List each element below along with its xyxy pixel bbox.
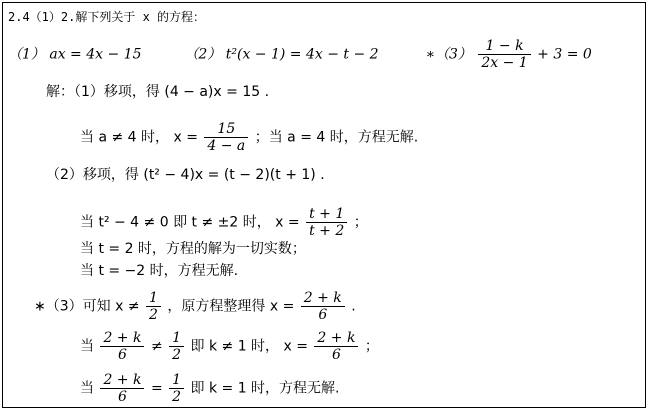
solution-2-case-b <box>80 240 306 258</box>
solution-3-intro-mid: ，原方程整理得 x = <box>167 298 295 315</box>
fraction-denominator: 4 − a <box>207 138 246 154</box>
fraction-numerator: 2 + k <box>314 330 358 347</box>
fraction-numerator: 2 + k <box>100 372 144 389</box>
solution-3-intro-prefix: ∗（3）可知 x ≠ <box>34 298 140 315</box>
solution-3-case-a-suffix: ； <box>364 338 379 355</box>
solution-2-fraction <box>306 206 347 239</box>
solution-3-intro <box>34 290 356 323</box>
problem-1: （1） ax = 4x − 15 <box>8 46 142 63</box>
fraction-numerator: t + 1 <box>306 206 347 223</box>
solution-2-intro-text: （2）移项，得 (t² − 4)x = (t − 2)(t + 1) . <box>46 167 325 183</box>
solution-2-case-a <box>80 206 368 239</box>
solution-3-intro-suffix: . <box>351 298 356 315</box>
solution-1-intro <box>46 83 269 101</box>
solution-1-case-a: 当 a ≠ 4 时， x = <box>80 129 198 146</box>
fraction-denominator: 2 <box>172 347 182 363</box>
fraction-numerator: 15 <box>204 121 248 138</box>
solution-3-case-b-fraction-1 <box>100 372 144 405</box>
fraction-denominator: 2 <box>149 307 158 323</box>
solution-3-case-a-fraction-2 <box>169 330 184 363</box>
solution-3-case-a-mid: 即 k ≠ 1 时， x = <box>190 338 308 355</box>
solution-3-fraction-x <box>301 290 345 323</box>
problem-2: （2） t²(x − 1) = 4x − t − 2 <box>184 46 379 63</box>
solution-2-case-c-text: 当 t = −2 时，方程无解. <box>80 263 239 279</box>
fraction-denominator: 2 <box>172 389 182 405</box>
solution-1-intro-text: 解：（1）移项，得 (4 − a)x = 15 . <box>46 84 270 100</box>
fraction-numerator: 1 <box>146 290 161 307</box>
fraction-denominator: 2x − 1 <box>481 55 528 71</box>
solution-2-case-b-text: 当 t = 2 时，方程的解为一切实数； <box>80 241 306 257</box>
solution-2-case-a-suffix: ； <box>353 214 368 231</box>
solution-3-fraction-half <box>146 290 161 323</box>
fraction-numerator: 1 <box>169 330 184 347</box>
fraction-numerator: 1 − k <box>478 38 530 55</box>
solution-1-case-b: ；当 a = 4 时，方程无解. <box>254 129 419 146</box>
solution-3-case-a <box>80 330 379 363</box>
solution-3-case-b-prefix: 当 <box>80 380 94 397</box>
fraction-denominator: t + 2 <box>309 223 345 239</box>
problem-header <box>8 8 205 26</box>
solution-2-case-a-text: 当 t² − 4 ≠ 0 即 t ≠ ±2 时， x = <box>80 214 300 231</box>
solution-2-case-c <box>80 262 238 280</box>
solution-1-fraction <box>204 121 248 154</box>
problem-3-label: ∗（3） <box>425 46 472 63</box>
fraction-numerator: 2 + k <box>100 330 144 347</box>
fraction-denominator: 6 <box>318 307 328 323</box>
solution-2-intro <box>46 166 325 184</box>
solution-3-case-a-fraction-1 <box>100 330 144 363</box>
solution-3-case-a-fraction-3 <box>314 330 358 363</box>
solution-3-case-a-prefix: 当 <box>80 338 94 355</box>
fraction-numerator: 2 + k <box>301 290 345 307</box>
problem-statement-row <box>8 38 592 71</box>
fraction-denominator: 6 <box>118 389 127 405</box>
fraction-denominator: 6 <box>331 347 341 363</box>
problem-3-rest: + 3 = 0 <box>537 46 592 63</box>
not-equal-sign: ≠ <box>150 338 163 355</box>
fraction-denominator: 6 <box>118 347 127 363</box>
fraction-numerator: 1 <box>169 372 184 389</box>
solution-3-case-b <box>80 372 340 405</box>
solution-3-case-b-suffix: 即 k = 1 时，方程无解. <box>190 380 340 397</box>
problem-3-fraction <box>478 38 530 71</box>
solution-1-cases <box>80 121 418 154</box>
equal-sign: = <box>150 380 163 397</box>
header-text: 2.4（1）2.解下列关于 x 的方程： <box>8 10 206 24</box>
solution-3-case-b-fraction-2 <box>169 372 184 405</box>
